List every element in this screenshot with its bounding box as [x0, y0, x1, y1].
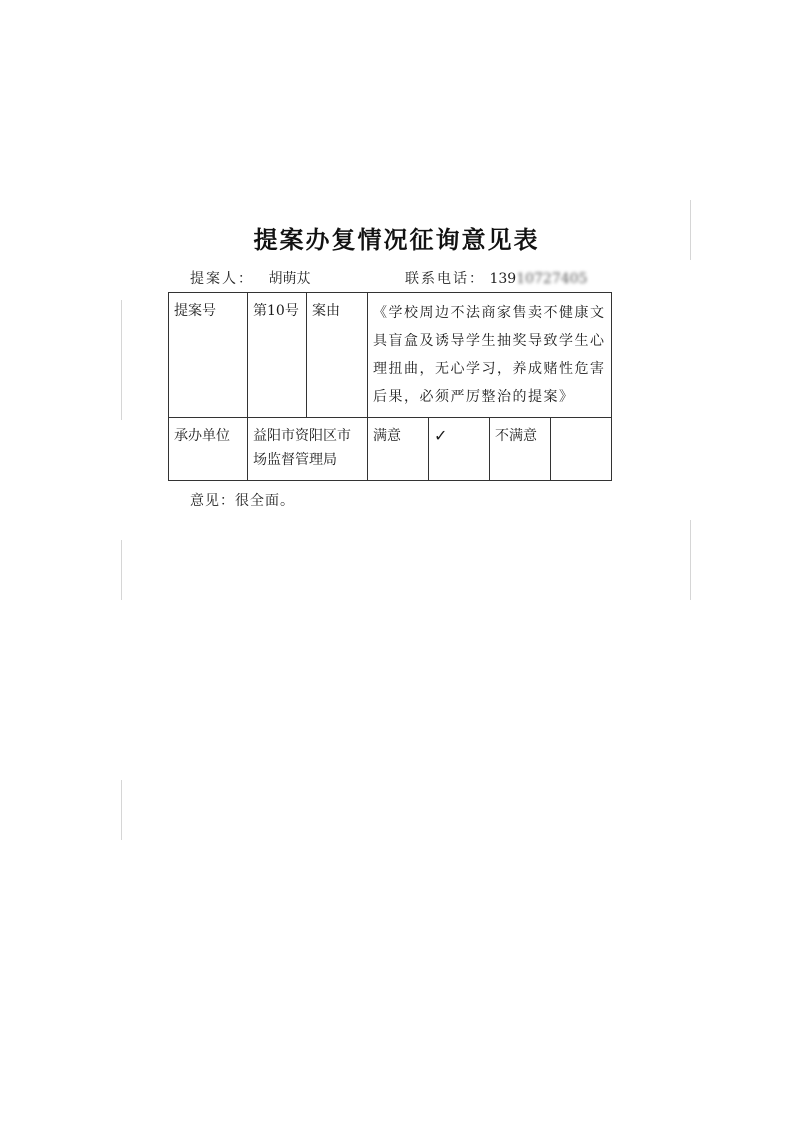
contact-label: 联系电话： [405, 271, 485, 287]
opinion-line [190, 490, 295, 510]
proposal-no-value: 第10号 [248, 293, 307, 418]
scan-artifact [121, 780, 122, 840]
scan-artifact [121, 540, 122, 600]
reason-label: 案由 [307, 293, 368, 418]
handler-value: 益阳市资阳区市场监督管理局 [248, 418, 368, 481]
satisfied-check: ✓ [429, 418, 490, 481]
scan-artifact [690, 520, 691, 600]
satisfied-label: 满意 [368, 418, 429, 481]
table-row [169, 418, 612, 481]
dissatisfied-check [551, 418, 612, 481]
proposal-no-label: 提案号 [169, 293, 248, 418]
contact-line [405, 268, 587, 288]
proposer-label: 提案人： [190, 271, 254, 287]
proposer-name: 胡萌苁 [268, 271, 311, 287]
form-title: 提案办复情况征询意见表 [253, 226, 540, 254]
reason-text: 《学校周边不法商家售卖不健康文具盲盒及诱导学生抽奖导致学生心理扭曲，无心学习，养成赌性危害后果，必须严厉整治的提案》 [368, 293, 612, 418]
phone-redacted: 10727405 [516, 271, 588, 287]
handler-label: 承办单位 [169, 418, 248, 481]
phone-visible: 139 [489, 271, 517, 287]
table-row [169, 293, 612, 418]
opinion-label: 意见： [190, 493, 235, 509]
scan-artifact [121, 300, 122, 420]
dissatisfied-label: 不满意 [490, 418, 551, 481]
opinion-text: 很全面。 [235, 493, 295, 509]
proposer-line [190, 268, 310, 288]
proposal-table [168, 292, 612, 481]
